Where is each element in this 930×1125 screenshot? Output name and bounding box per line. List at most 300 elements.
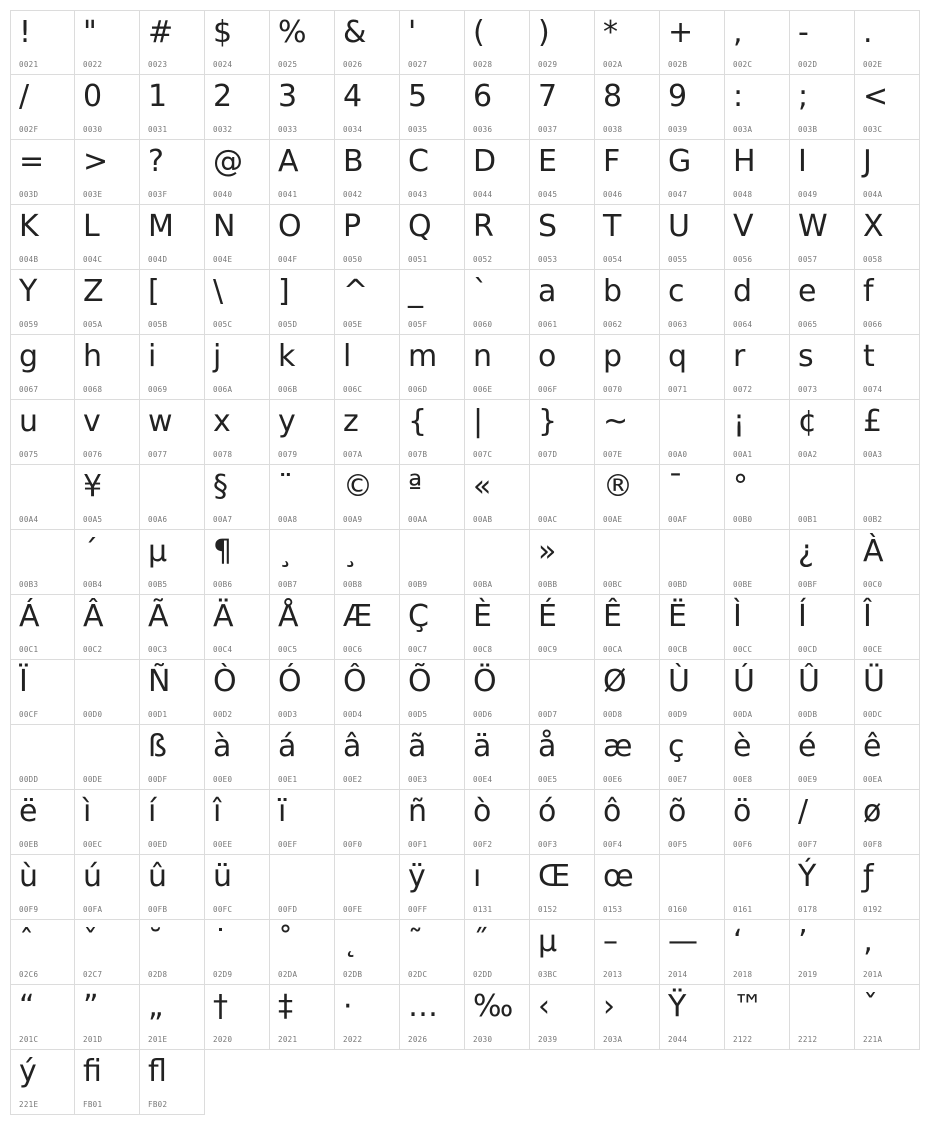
glyph-cell (725, 530, 790, 595)
glyph-char: ò (473, 794, 492, 829)
glyph-codepoint: 00D7 (538, 710, 558, 719)
glyph-char: ª (408, 469, 423, 504)
glyph-cell (205, 595, 270, 660)
glyph-codepoint: 006B (278, 385, 298, 394)
glyph-codepoint: 0048 (733, 190, 753, 199)
glyph-char: H (733, 144, 756, 179)
glyph-cell (530, 140, 595, 205)
glyph-char: e (798, 274, 817, 309)
glyph-cell (725, 205, 790, 270)
glyph-char: ¥ (83, 469, 103, 504)
glyph-codepoint: 0041 (278, 190, 298, 199)
glyph-codepoint: 00C3 (148, 645, 168, 654)
glyph-codepoint: 03BC (538, 970, 558, 979)
glyph-char: · (343, 989, 353, 1024)
glyph-char: ! (19, 15, 32, 50)
glyph-codepoint: 0070 (603, 385, 623, 394)
glyph-cell (270, 205, 335, 270)
glyph-codepoint: 203A (603, 1035, 623, 1044)
glyph-char: Ú (733, 664, 755, 699)
glyph-codepoint: 00E0 (213, 775, 233, 784)
glyph-cell (140, 855, 205, 920)
glyph-cell (335, 530, 400, 595)
glyph-codepoint: 02DC (408, 970, 428, 979)
glyph-char: y (278, 404, 296, 439)
glyph-cell (205, 270, 270, 335)
glyph-char: ü (213, 859, 233, 894)
glyph-char: 8 (603, 79, 623, 114)
glyph-char: ^ (343, 274, 369, 309)
glyph-codepoint: 00F9 (19, 905, 39, 914)
glyph-codepoint: 00C9 (538, 645, 558, 654)
glyph-codepoint: 004D (148, 255, 168, 264)
glyph-char: µ (148, 534, 168, 569)
glyph-char: / (19, 79, 30, 114)
glyph-codepoint: 00E4 (473, 775, 493, 784)
glyph-codepoint: 0046 (603, 190, 623, 199)
glyph-codepoint: 0074 (863, 385, 883, 394)
glyph-char: œ (603, 859, 634, 894)
glyph-codepoint: 0152 (538, 905, 558, 914)
glyph-codepoint: 0030 (83, 125, 103, 134)
glyph-codepoint: 0071 (668, 385, 688, 394)
glyph-codepoint: 00BF (798, 580, 818, 589)
glyph-codepoint: 00C0 (863, 580, 883, 589)
glyph-codepoint: 00A4 (19, 515, 39, 524)
glyph-char: b (603, 274, 623, 309)
glyph-char: ; (798, 79, 809, 114)
glyph-cell (595, 75, 660, 140)
glyph-cell (140, 985, 205, 1050)
glyph-cell (205, 140, 270, 205)
glyph-cell (725, 465, 790, 530)
glyph-char: » (538, 534, 557, 569)
glyph-cell (75, 985, 140, 1050)
glyph-codepoint: 00E7 (668, 775, 688, 784)
glyph-char: f (863, 274, 874, 309)
glyph-char: ˚ (278, 924, 293, 959)
glyph-codepoint: 00DA (733, 710, 753, 719)
glyph-char: Ë (668, 599, 687, 634)
glyph-cell (465, 75, 530, 140)
glyph-codepoint: 0153 (603, 905, 623, 914)
glyph-codepoint: 00F3 (538, 840, 558, 849)
glyph-cell (400, 790, 465, 855)
glyph-cell (270, 270, 335, 335)
glyph-char: ı (473, 859, 482, 894)
glyph-char: ä (473, 729, 492, 764)
glyph-char: B (343, 144, 364, 179)
glyph-codepoint: 2030 (473, 1035, 493, 1044)
glyph-cell (140, 335, 205, 400)
glyph-cell (660, 75, 725, 140)
glyph-char: 5 (408, 79, 428, 114)
glyph-char: # (148, 15, 174, 50)
glyph-codepoint: 0021 (19, 60, 39, 69)
glyph-codepoint: 005E (343, 320, 363, 329)
glyph-cell (270, 465, 335, 530)
glyph-codepoint: 221E (19, 1100, 39, 1109)
glyph-cell (790, 10, 855, 75)
glyph-char: Ï (19, 664, 28, 699)
glyph-codepoint: FB02 (148, 1100, 168, 1109)
glyph-cell (270, 660, 335, 725)
glyph-codepoint: 0068 (83, 385, 103, 394)
glyph-char: I (798, 144, 807, 179)
glyph-codepoint: 00A6 (148, 515, 168, 524)
glyph-char: Œ (538, 859, 571, 894)
glyph-cell (725, 985, 790, 1050)
glyph-char: o (538, 339, 557, 374)
glyph-char: § (213, 469, 228, 504)
glyph-cell (140, 75, 205, 140)
glyph-cell (725, 140, 790, 205)
glyph-cell (725, 855, 790, 920)
glyph-cell (790, 595, 855, 660)
glyph-char: ‡ (278, 989, 293, 1024)
glyph-codepoint: 2044 (668, 1035, 688, 1044)
glyph-cell (205, 530, 270, 595)
glyph-codepoint: 00BA (473, 580, 493, 589)
glyph-char: N (213, 209, 236, 244)
glyph-cell (140, 595, 205, 660)
glyph-char: P (343, 209, 362, 244)
glyph-char: R (473, 209, 494, 244)
glyph-cell (465, 400, 530, 465)
glyph-cell (10, 140, 75, 205)
glyph-char: 7 (538, 79, 558, 114)
glyph-codepoint: 004A (863, 190, 883, 199)
glyph-cell (855, 10, 920, 75)
glyph-cell (725, 790, 790, 855)
glyph-codepoint: 0057 (798, 255, 818, 264)
glyph-codepoint: 02DA (278, 970, 298, 979)
glyph-char: O (278, 209, 302, 244)
glyph-cell (660, 725, 725, 790)
glyph-codepoint: 00C4 (213, 645, 233, 654)
glyph-cell (10, 10, 75, 75)
glyph-codepoint: 006E (473, 385, 493, 394)
glyph-cell (790, 465, 855, 530)
glyph-codepoint: 0051 (408, 255, 428, 264)
glyph-cell (400, 335, 465, 400)
glyph-cell (335, 725, 400, 790)
glyph-codepoint: 0050 (343, 255, 363, 264)
glyph-codepoint: 00EF (278, 840, 298, 849)
glyph-cell (335, 140, 400, 205)
glyph-codepoint: 003A (733, 125, 753, 134)
glyph-char: © (343, 469, 373, 504)
glyph-codepoint: 006F (538, 385, 558, 394)
glyph-cell (855, 75, 920, 140)
glyph-cell (725, 10, 790, 75)
glyph-codepoint: 00AB (473, 515, 493, 524)
glyph-cell (10, 725, 75, 790)
glyph-char: ¡ (733, 404, 746, 439)
glyph-codepoint: 0078 (213, 450, 233, 459)
glyph-codepoint: 00A9 (343, 515, 363, 524)
glyph-cell (205, 790, 270, 855)
glyph-codepoint: 0047 (668, 190, 688, 199)
glyph-cell (270, 920, 335, 985)
glyph-cell (530, 465, 595, 530)
glyph-cell (10, 660, 75, 725)
glyph-char: x (213, 404, 231, 439)
glyph-cell (660, 855, 725, 920)
glyph-cell (335, 465, 400, 530)
glyph-char: a (538, 274, 557, 309)
glyph-cell (335, 920, 400, 985)
glyph-codepoint: 0031 (148, 125, 168, 134)
glyph-char: å (538, 729, 557, 764)
glyph-char: . (863, 15, 873, 50)
glyph-codepoint: 0053 (538, 255, 558, 264)
glyph-cell (725, 335, 790, 400)
glyph-cell (660, 270, 725, 335)
glyph-char: û (148, 859, 168, 894)
glyph-char: è (733, 729, 752, 764)
glyph-cell (465, 335, 530, 400)
glyph-codepoint: 00CF (19, 710, 39, 719)
glyph-codepoint: 201A (863, 970, 883, 979)
glyph-codepoint: 0027 (408, 60, 428, 69)
glyph-cell (270, 985, 335, 1050)
glyph-codepoint: 00F8 (863, 840, 883, 849)
glyph-char: ý (19, 1054, 37, 1089)
glyph-cell (75, 400, 140, 465)
glyph-char: \ (213, 274, 224, 309)
glyph-cell (725, 75, 790, 140)
glyph-cell (530, 725, 595, 790)
glyph-char: ô (603, 794, 622, 829)
glyph-cell (725, 400, 790, 465)
glyph-codepoint: 0037 (538, 125, 558, 134)
glyph-char: Ù (668, 664, 690, 699)
glyph-cell (855, 790, 920, 855)
glyph-codepoint: 00D5 (408, 710, 428, 719)
glyph-codepoint: 02C7 (83, 970, 103, 979)
glyph-cell (75, 725, 140, 790)
glyph-char: ñ (408, 794, 428, 829)
glyph-char: ‘ (733, 924, 743, 959)
glyph-codepoint: FB01 (83, 1100, 103, 1109)
glyph-cell (335, 205, 400, 270)
glyph-codepoint: 00C5 (278, 645, 298, 654)
glyph-codepoint: 0069 (148, 385, 168, 394)
glyph-codepoint: 02DB (343, 970, 363, 979)
glyph-codepoint: 0079 (278, 450, 298, 459)
glyph-char: ¸ (343, 534, 358, 569)
glyph-codepoint: 00DC (863, 710, 883, 719)
glyph-cell (400, 530, 465, 595)
glyph-codepoint: 2022 (343, 1035, 363, 1044)
glyph-codepoint: 006D (408, 385, 428, 394)
glyph-cell (400, 660, 465, 725)
glyph-codepoint: 005D (278, 320, 298, 329)
glyph-cell (595, 530, 660, 595)
glyph-cell (335, 400, 400, 465)
glyph-codepoint: 2014 (668, 970, 688, 979)
glyph-codepoint: 00D0 (83, 710, 103, 719)
glyph-codepoint: 00AE (603, 515, 623, 524)
glyph-char: Ö (473, 664, 497, 699)
glyph-cell (660, 140, 725, 205)
glyph-cell (270, 790, 335, 855)
glyph-char: Y (19, 274, 38, 309)
glyph-codepoint: 00D9 (668, 710, 688, 719)
glyph-char: ˝ (473, 924, 488, 959)
glyph-codepoint: 00CD (798, 645, 818, 654)
glyph-cell (75, 920, 140, 985)
glyph-cell (790, 400, 855, 465)
glyph-codepoint: 0059 (19, 320, 39, 329)
glyph-char: _ (408, 274, 423, 309)
glyph-cell (75, 140, 140, 205)
glyph-char: Æ (343, 599, 373, 634)
glyph-cell (530, 335, 595, 400)
glyph-cell (75, 790, 140, 855)
glyph-char: ç (668, 729, 685, 764)
glyph-codepoint: 00B9 (408, 580, 428, 589)
glyph-codepoint: 007D (538, 450, 558, 459)
glyph-codepoint: 00C8 (473, 645, 493, 654)
glyph-cell (270, 140, 335, 205)
glyph-codepoint: 002D (798, 60, 818, 69)
glyph-codepoint: 00B6 (213, 580, 233, 589)
glyph-codepoint: 0056 (733, 255, 753, 264)
glyph-char: Ü (863, 664, 885, 699)
glyph-codepoint: 2021 (278, 1035, 298, 1044)
glyph-char: â (343, 729, 362, 764)
glyph-codepoint: 00DB (798, 710, 818, 719)
glyph-cell (465, 855, 530, 920)
glyph-char: ˘ (148, 924, 163, 959)
glyph-cell (595, 660, 660, 725)
glyph-cell (140, 1050, 205, 1115)
glyph-cell (10, 205, 75, 270)
glyph-cell (660, 985, 725, 1050)
glyph-char: D (473, 144, 497, 179)
glyph-char: ° (733, 469, 748, 504)
glyph-char: ´ (83, 534, 98, 569)
glyph-cell (595, 465, 660, 530)
glyph-codepoint: 00B2 (863, 515, 883, 524)
glyph-char: ) (538, 15, 550, 50)
glyph-codepoint: 003D (19, 190, 39, 199)
glyph-cell (465, 10, 530, 75)
glyph-cell (400, 10, 465, 75)
glyph-cell (530, 790, 595, 855)
glyph-char: Î (863, 599, 872, 634)
glyph-codepoint: 0060 (473, 320, 493, 329)
glyph-char: ø (863, 794, 882, 829)
glyph-char: ã (408, 729, 427, 764)
glyph-char: É (538, 599, 557, 634)
glyph-codepoint: 007C (473, 450, 493, 459)
glyph-cell (530, 985, 595, 1050)
glyph-char: Á (19, 599, 40, 634)
glyph-codepoint: 005A (83, 320, 103, 329)
glyph-cell (10, 75, 75, 140)
glyph-cell (855, 140, 920, 205)
glyph-codepoint: 00B3 (19, 580, 39, 589)
glyph-cell (400, 855, 465, 920)
glyph-codepoint: 00A3 (863, 450, 883, 459)
glyph-cell (465, 595, 530, 660)
glyph-codepoint: 00D1 (148, 710, 168, 719)
glyph-char: { (408, 404, 428, 439)
glyph-codepoint: 00B1 (798, 515, 818, 524)
glyph-codepoint: 0028 (473, 60, 493, 69)
glyph-cell (270, 855, 335, 920)
glyph-codepoint: 00E9 (798, 775, 818, 784)
glyph-cell (855, 855, 920, 920)
glyph-cell (205, 725, 270, 790)
glyph-cell (335, 855, 400, 920)
glyph-cell (725, 660, 790, 725)
glyph-char: æ (603, 729, 633, 764)
glyph-char: ` (473, 274, 488, 309)
glyph-cell (660, 660, 725, 725)
glyph-codepoint: 002C (733, 60, 753, 69)
glyph-char: ˜ (408, 924, 423, 959)
glyph-cell (140, 790, 205, 855)
glyph-char: 4 (343, 79, 363, 114)
glyph-cell (335, 790, 400, 855)
glyph-cell (270, 400, 335, 465)
glyph-cell (205, 985, 270, 1050)
glyph-codepoint: 00DE (83, 775, 103, 784)
glyph-char: † (213, 989, 228, 1024)
glyph-cell (10, 985, 75, 1050)
glyph-char: J (863, 144, 872, 179)
glyph-cell (335, 270, 400, 335)
glyph-cell (855, 920, 920, 985)
glyph-cell (270, 530, 335, 595)
glyph-codepoint: 0067 (19, 385, 39, 394)
glyph-codepoint: 0064 (733, 320, 753, 329)
glyph-char: é (798, 729, 817, 764)
glyph-char: h (83, 339, 103, 374)
glyph-cell (465, 140, 530, 205)
glyph-codepoint: 005B (148, 320, 168, 329)
glyph-cell (140, 660, 205, 725)
glyph-codepoint: 003B (798, 125, 818, 134)
glyph-codepoint: 002E (863, 60, 883, 69)
glyph-cell (75, 595, 140, 660)
glyph-codepoint: 02C6 (19, 970, 39, 979)
glyph-cell (660, 920, 725, 985)
glyph-char: % (278, 15, 307, 50)
glyph-cell (790, 530, 855, 595)
glyph-codepoint: 0075 (19, 450, 39, 459)
glyph-char: ¯ (668, 469, 683, 504)
glyph-char: ® (603, 469, 633, 504)
glyph-codepoint: 0043 (408, 190, 428, 199)
glyph-cell (400, 400, 465, 465)
glyph-cell (400, 140, 465, 205)
glyph-cell (140, 465, 205, 530)
glyph-codepoint: 2039 (538, 1035, 558, 1044)
glyph-cell (75, 855, 140, 920)
glyph-char: , (733, 15, 743, 50)
glyph-cell (855, 465, 920, 530)
glyph-char: ˆ (19, 924, 34, 959)
glyph-codepoint: 00BE (733, 580, 753, 589)
glyph-cell (530, 10, 595, 75)
glyph-codepoint: 00EB (19, 840, 39, 849)
glyph-cell (10, 595, 75, 660)
